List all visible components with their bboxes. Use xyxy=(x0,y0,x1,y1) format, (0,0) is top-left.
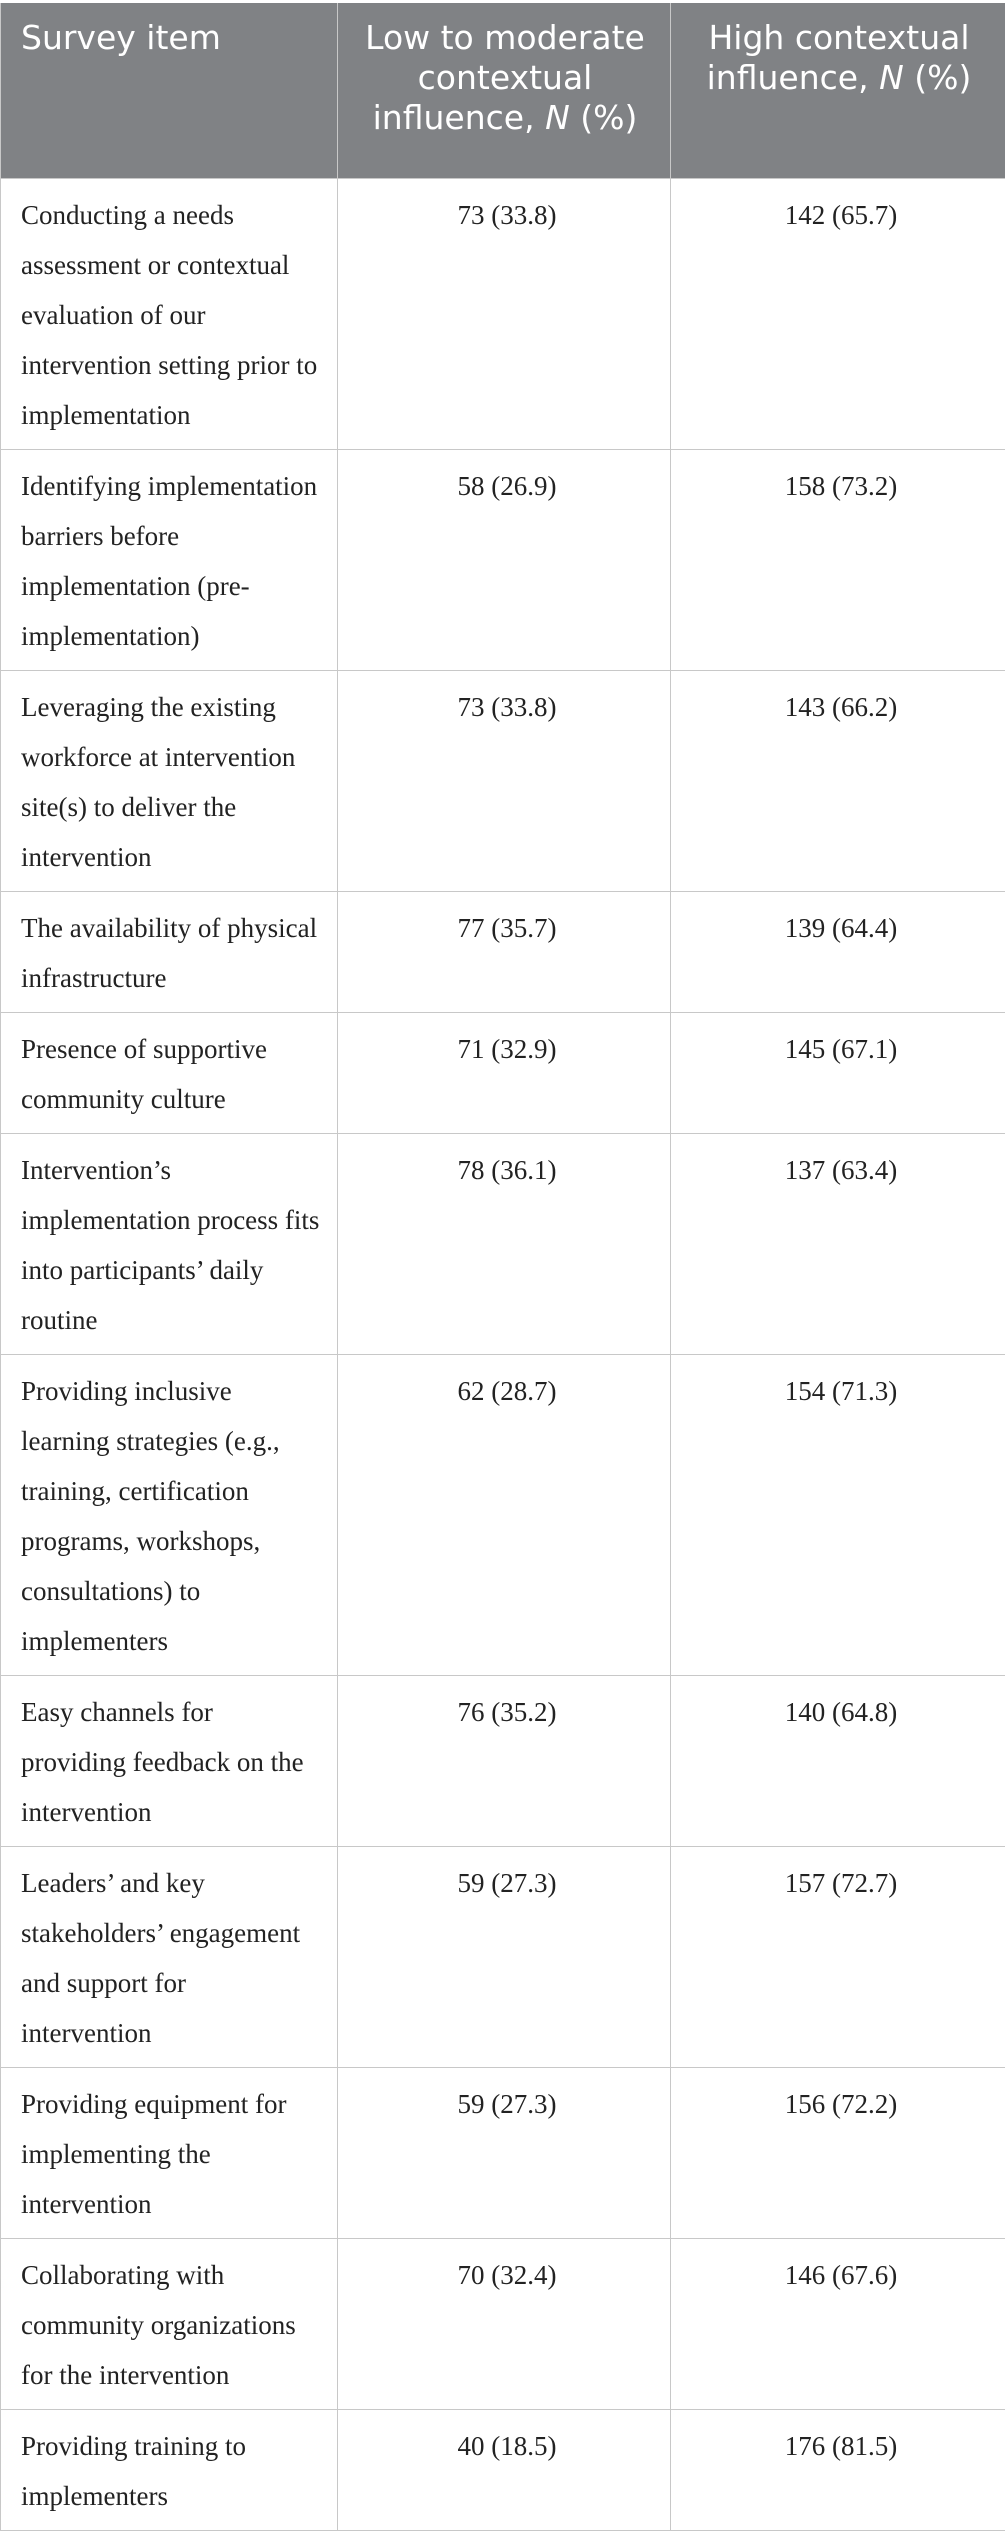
survey-item-cell: Providing training to implementers xyxy=(1,2409,338,2530)
low-influence-cell: 77 (35.7) xyxy=(338,891,671,1012)
survey-item-cell: Providing equipment for implementing the intervention xyxy=(1,2067,338,2238)
table-row xyxy=(1,670,1005,891)
low-influence-cell: 59 (27.3) xyxy=(338,1846,671,2067)
table-row xyxy=(1,1354,1005,1675)
header-high-influence xyxy=(671,3,1005,178)
header-low-pct: (%) xyxy=(570,98,638,137)
header-low-label: Low to moderate contextual influence, xyxy=(365,18,645,137)
low-influence-cell: 59 (27.3) xyxy=(338,2067,671,2238)
low-influence-cell: 40 (18.5) xyxy=(338,2409,671,2530)
table-row xyxy=(1,2409,1005,2530)
survey-item-cell: Intervention’s implementation process fits into participants’ daily routine xyxy=(1,1133,338,1354)
low-influence-cell: 73 (33.8) xyxy=(338,178,671,449)
high-influence-cell: 158 (73.2) xyxy=(671,449,1005,670)
survey-item-cell: Easy channels for providing feedback on the intervention xyxy=(1,1675,338,1846)
survey-item-cell: Collaborating with community organizations for the intervention xyxy=(1,2238,338,2409)
high-influence-cell: 156 (72.2) xyxy=(671,2067,1005,2238)
survey-item-cell: Leveraging the existing workforce at intervention site(s) to deliver the intervention xyxy=(1,670,338,891)
low-influence-cell: 62 (28.7) xyxy=(338,1354,671,1675)
header-row xyxy=(1,3,1005,178)
low-influence-cell: 71 (32.9) xyxy=(338,1012,671,1133)
survey-item-cell: Providing inclusive learning strategies (e.g., training, certification programs, workshops, consultations) to implementers xyxy=(1,1354,338,1675)
header-low-n-symbol: N xyxy=(545,98,570,137)
high-influence-cell: 176 (81.5) xyxy=(671,2409,1005,2530)
survey-item-cell: Presence of supportive community culture xyxy=(1,1012,338,1133)
header-high-label: High contextual influence, xyxy=(707,18,970,97)
survey-item-cell: Identifying implementation barriers before implementation (pre-implementation) xyxy=(1,449,338,670)
high-influence-cell: 146 (67.6) xyxy=(671,2238,1005,2409)
survey-item-cell: Leaders’ and key stakeholders’ engagement and support for intervention xyxy=(1,1846,338,2067)
table-header xyxy=(1,3,1005,178)
header-low-moderate-influence xyxy=(338,3,671,178)
table-row xyxy=(1,1133,1005,1354)
high-influence-cell: 143 (66.2) xyxy=(671,670,1005,891)
table-row xyxy=(1,891,1005,1012)
table-row xyxy=(1,1846,1005,2067)
high-influence-cell: 154 (71.3) xyxy=(671,1354,1005,1675)
header-high-n-symbol: N xyxy=(879,58,904,97)
low-influence-cell: 78 (36.1) xyxy=(338,1133,671,1354)
table-row xyxy=(1,2238,1005,2409)
high-influence-cell: 157 (72.7) xyxy=(671,1846,1005,2067)
table-row xyxy=(1,449,1005,670)
high-influence-cell: 145 (67.1) xyxy=(671,1012,1005,1133)
survey-item-cell: Conducting a needs assessment or contextual evaluation of our intervention setting prior to implementation xyxy=(1,178,338,449)
survey-item-cell: The availability of physical infrastructure xyxy=(1,891,338,1012)
header-survey-item: Survey item xyxy=(1,3,338,178)
low-influence-cell: 58 (26.9) xyxy=(338,449,671,670)
table-row xyxy=(1,1012,1005,1133)
high-influence-cell: 137 (63.4) xyxy=(671,1133,1005,1354)
high-influence-cell: 140 (64.8) xyxy=(671,1675,1005,1846)
table-body xyxy=(1,178,1005,2530)
header-high-pct: (%) xyxy=(904,58,972,97)
low-influence-cell: 73 (33.8) xyxy=(338,670,671,891)
high-influence-cell: 142 (65.7) xyxy=(671,178,1005,449)
table-row xyxy=(1,1675,1005,1846)
table-row xyxy=(1,178,1005,449)
table-row xyxy=(1,2067,1005,2238)
high-influence-cell: 139 (64.4) xyxy=(671,891,1005,1012)
low-influence-cell: 70 (32.4) xyxy=(338,2238,671,2409)
low-influence-cell: 76 (35.2) xyxy=(338,1675,671,1846)
survey-table xyxy=(0,3,1005,2531)
